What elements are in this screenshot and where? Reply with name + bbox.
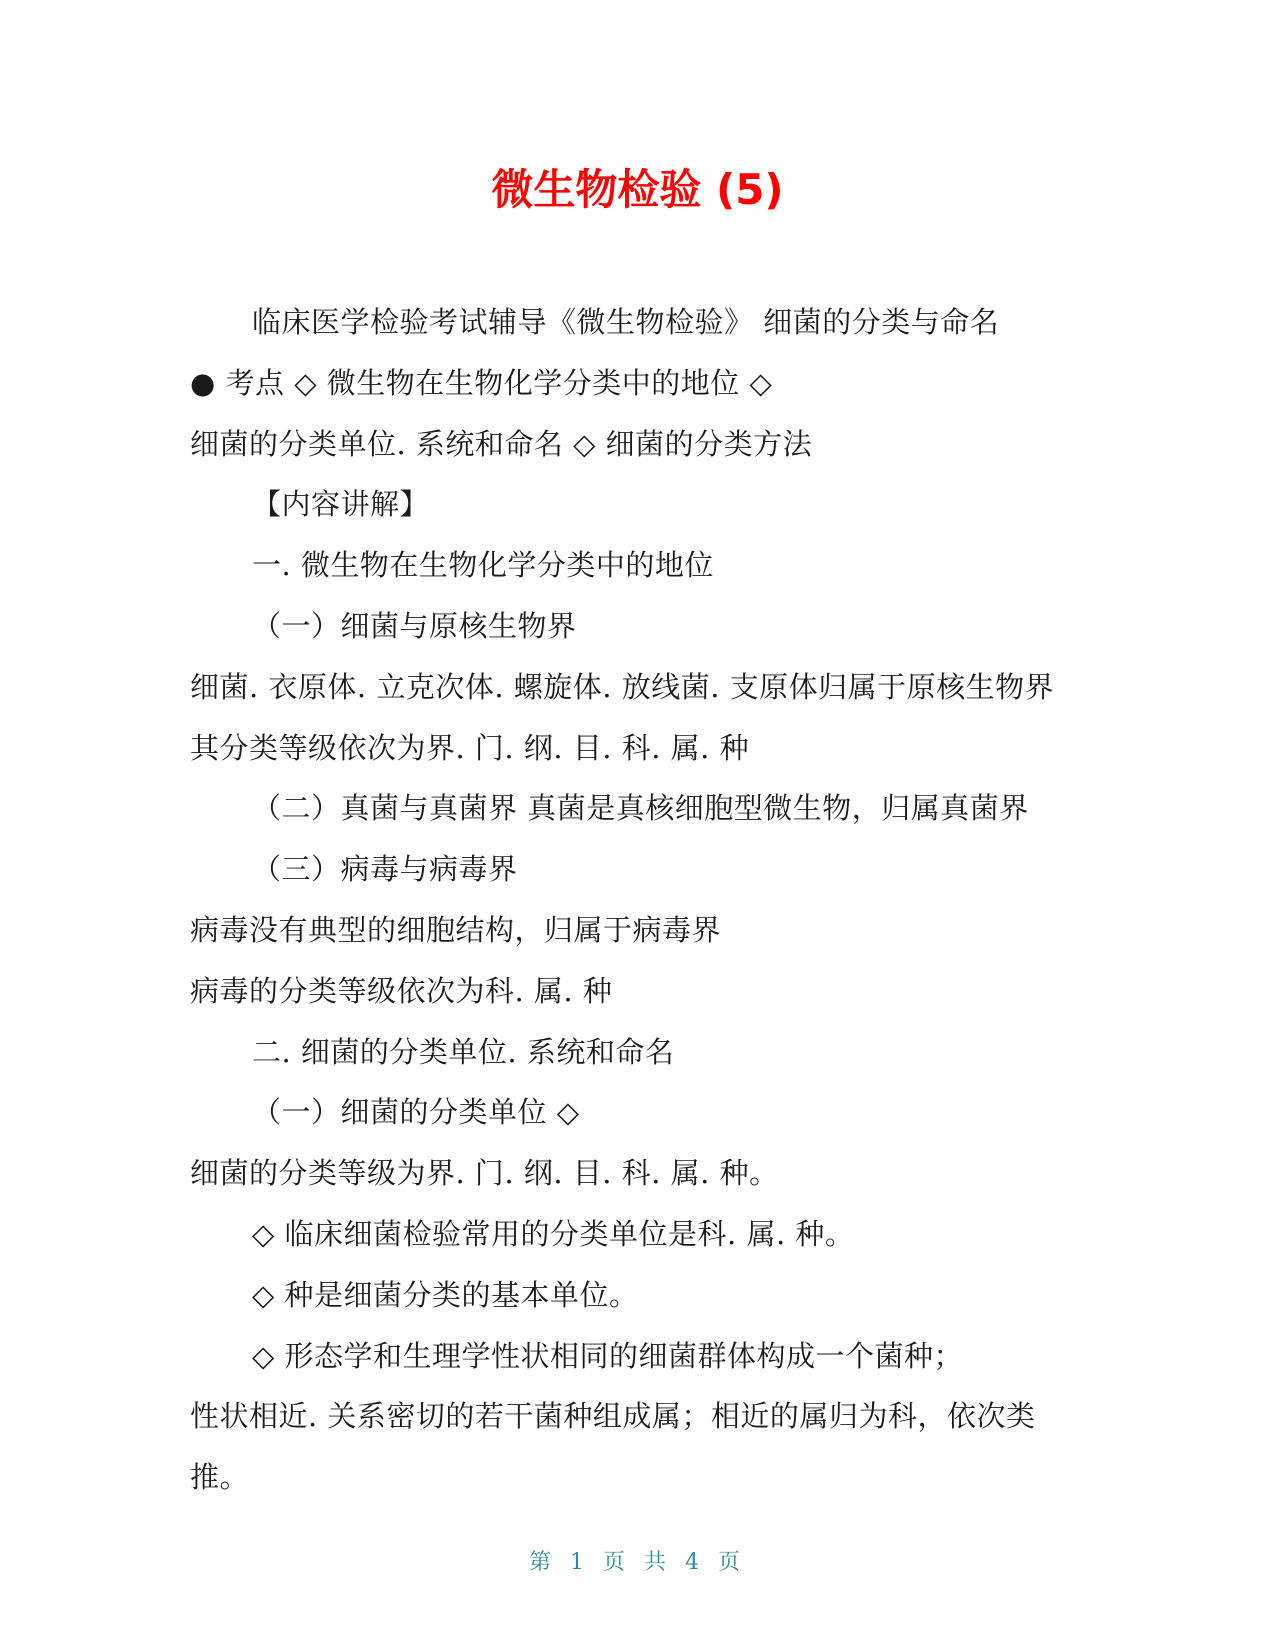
subsection-heading: （二）真菌与真菌界 真菌是真核细胞型微生物，归属真菌界: [252, 791, 1029, 826]
subsection-heading: （三）病毒与病毒界: [252, 852, 518, 887]
bullet-item: ◇ 临床细菌检验常用的分类单位是科. 属. 种。: [252, 1216, 855, 1251]
subsection-heading: （一）细菌与原核生物界: [252, 608, 577, 643]
text-line: 推。: [190, 1460, 250, 1495]
page-footer: 第 1 页 共 4 页: [529, 1550, 746, 1575]
section-heading: 二. 细菌的分类单位. 系统和命名: [252, 1034, 675, 1069]
page-title: 微生物检验 (5): [491, 165, 784, 214]
subsection-heading: （一）细菌的分类单位 ◇: [252, 1095, 580, 1130]
text-line: 其分类等级依次为界. 门. 纲. 目. 科. 属. 种: [190, 730, 750, 765]
bullet-item: ◇ 形态学和生理学性状相同的细菌群体构成一个菌种；: [252, 1338, 964, 1373]
text-line: 病毒没有典型的细胞结构，归属于病毒界: [190, 912, 722, 947]
text-line: 细菌. 衣原体. 立克次体. 螺旋体. 放线菌. 支原体归属于原核生物界: [190, 669, 1055, 704]
text-line: 细菌的分类等级为界. 门. 纲. 目. 科. 属. 种。: [190, 1156, 779, 1191]
text-line: ● 考点 ◇ 微生物在生物化学分类中的地位 ◇: [190, 365, 773, 400]
text-line: 临床医学检验考试辅导《微生物检验》 细菌的分类与命名: [252, 305, 1000, 339]
text-line: 病毒的分类等级依次为科. 属. 种: [190, 973, 613, 1008]
bullet-item: ◇ 种是细菌分类的基本单位。: [252, 1277, 639, 1312]
text-line: 细菌的分类单位. 系统和命名 ◇ 细菌的分类方法: [190, 426, 813, 461]
section-heading: 一. 微生物在生物化学分类中的地位: [252, 548, 714, 583]
document-body: [190, 292, 1090, 1508]
text-line: 性状相近. 关系密切的若干菌种组成属；相近的属归为科，依次类: [190, 1399, 1036, 1434]
section-heading: 【内容讲解】: [252, 487, 430, 522]
